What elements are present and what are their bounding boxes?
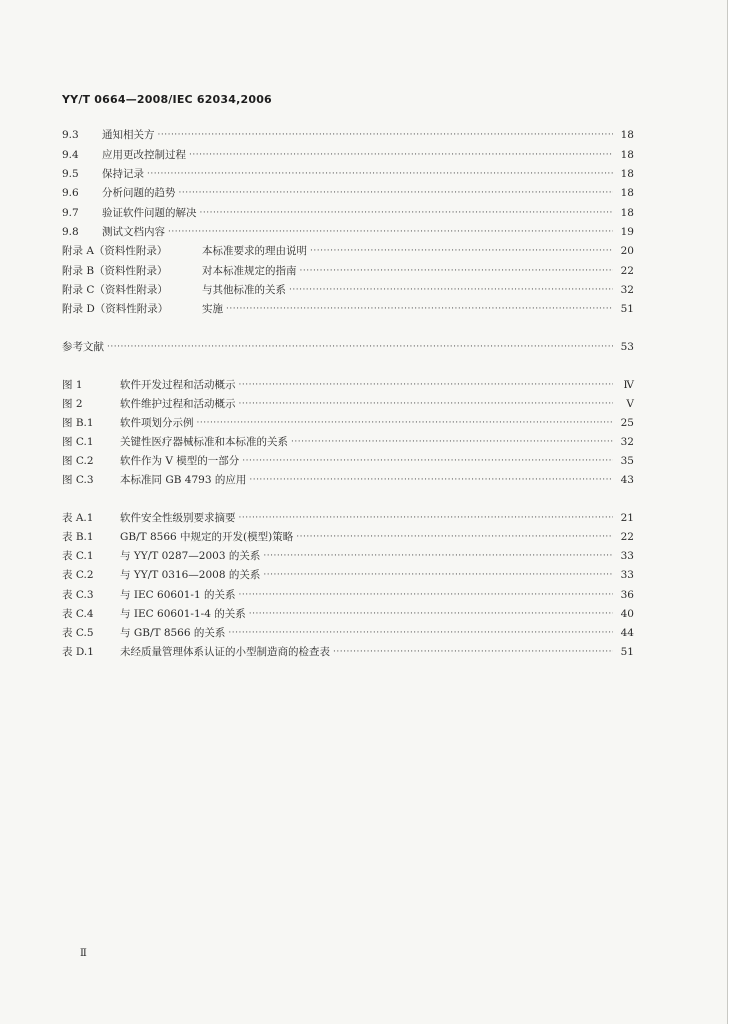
toc-number: 表 C.4 [62,608,94,620]
toc-page: 18 [620,149,634,161]
annex-label: 附录 D（资料性附录） [62,303,169,315]
toc-entry-figure [62,414,634,432]
toc-number: 图 B.1 [62,417,94,429]
toc-page: 18 [620,187,634,199]
toc-page: 44 [620,627,634,639]
dot-leader [107,338,613,356]
toc-page: 36 [620,589,634,601]
dot-leader [179,184,614,202]
toc-title: 实施 [202,303,223,315]
toc-page: Ⅴ [626,398,634,410]
toc-entry [62,126,634,144]
toc-number: 表 C.3 [62,589,94,601]
toc-entry [62,242,634,260]
toc-entry [62,184,634,202]
dot-leader [147,165,613,183]
toc-title: 与 YY/T 0287—2003 的关系 [120,550,261,562]
toc-page: 40 [620,608,634,620]
annex-label: 附录 C（资料性附录） [62,284,168,296]
toc-number: 9.5 [62,168,79,180]
toc-title: 对本标准规定的指南 [202,265,297,277]
toc-number: 表 C.2 [62,569,94,581]
page-header: YY/T 0664—2008/IEC 62034,2006 [62,93,272,106]
toc-number: 9.6 [62,187,79,199]
toc-number: 图 2 [62,398,83,410]
toc-number: 图 C.1 [62,436,94,448]
toc-page: 51 [620,646,634,658]
toc-title: 验证软件问题的解决 [102,207,197,219]
toc-number: 表 C.5 [62,627,94,639]
toc-page: 25 [620,417,634,429]
toc-page: 22 [620,531,634,543]
toc-entry [62,300,634,318]
toc-title: 本标准同 GB 4793 的应用 [120,474,247,486]
annex-label: 附录 B（资料性附录） [62,265,168,277]
toc-entry-table [62,566,634,584]
toc-page: 43 [620,474,634,486]
dot-leader [249,605,613,623]
toc-page: 18 [620,168,634,180]
toc-number: 9.4 [62,149,79,161]
dot-leader [333,643,613,661]
toc-entry-table [62,509,634,527]
dot-leader [263,547,613,565]
dot-leader [242,452,613,470]
page-number: Ⅱ [80,948,87,959]
toc-page: 18 [620,129,634,141]
toc-entry-figure [62,471,634,489]
toc-title: 分析问题的趋势 [102,187,176,199]
toc-page: 19 [620,226,634,238]
dot-leader [291,433,613,451]
dot-leader [189,146,613,164]
dot-leader [239,395,614,413]
toc-title: 软件开发过程和活动概示 [120,379,236,391]
toc-title: 软件作为 V 模型的一部分 [120,455,240,467]
toc-number: 图 1 [62,379,83,391]
dot-leader [239,376,614,394]
dot-leader [168,223,613,241]
toc-title: 关键性医疗器械标准和本标准的关系 [120,436,288,448]
toc-entry-figure [62,395,634,413]
toc-entry [62,204,634,222]
toc-number: 9.7 [62,207,79,219]
dot-leader [296,528,613,546]
dot-leader [263,566,613,584]
toc-entry-figure [62,433,634,451]
dot-leader [200,204,614,222]
toc-page: 21 [620,512,634,524]
toc-number: 表 C.1 [62,550,94,562]
toc-page: 51 [620,303,634,315]
toc-entry-table [62,605,634,623]
dot-leader [300,262,614,280]
dot-leader [249,471,613,489]
dot-leader [310,242,613,260]
toc-title: 软件项划分示例 [120,417,194,429]
dot-leader [197,414,614,432]
toc-page: 53 [620,341,634,353]
toc-title: 与 YY/T 0316—2008 的关系 [120,569,261,581]
dot-leader [239,509,614,527]
toc-entry-table [62,547,634,565]
dot-leader [289,281,613,299]
toc-entry-table [62,586,634,604]
toc-entry [62,223,634,241]
toc-title: 参考文献 [62,341,104,353]
toc-title: 与 IEC 60601-1-4 的关系 [120,608,246,620]
dot-leader [228,624,613,642]
toc-title: 通知相关方 [102,129,155,141]
toc-title: 与 IEC 60601-1 的关系 [120,589,236,601]
toc-page: 33 [620,550,634,562]
toc-title: 本标准要求的理由说明 [202,245,307,257]
toc-title: GB/T 8566 中规定的开发(模型)策略 [120,531,294,543]
toc-title: 应用更改控制过程 [102,149,186,161]
toc-entry-bibliography [62,338,634,356]
toc-entry-figure [62,376,634,394]
toc-number: 表 D.1 [62,646,94,658]
toc-title: 保持记录 [102,168,144,180]
toc-page: 32 [620,284,634,296]
toc-title: 与 GB/T 8566 的关系 [120,627,226,639]
toc-number: 图 C.2 [62,455,94,467]
toc-page: 33 [620,569,634,581]
toc-entry [62,146,634,164]
toc-title: 测试文档内容 [102,226,165,238]
toc-title: 与其他标准的关系 [202,284,286,296]
annex-label: 附录 A（资料性附录） [62,245,168,257]
toc-page: Ⅳ [623,379,634,391]
toc-page: 22 [620,265,634,277]
toc-title: 软件安全性级别要求摘要 [120,512,236,524]
toc-page: 32 [620,436,634,448]
toc-entry-table [62,624,634,642]
toc-number: 图 C.3 [62,474,94,486]
toc-entry-table [62,528,634,546]
toc-number: 表 B.1 [62,531,94,543]
toc-number: 表 A.1 [62,512,94,524]
toc-number: 9.8 [62,226,79,238]
toc-entry [62,262,634,280]
toc-title: 未经质量管理体系认证的小型制造商的检查表 [120,646,330,658]
toc-number: 9.3 [62,129,79,141]
toc-title: 软件维护过程和活动概示 [120,398,236,410]
toc-page: 18 [620,207,634,219]
dot-leader [158,126,614,144]
toc-entry-figure [62,452,634,470]
dot-leader [226,300,613,318]
toc-entry-table [62,643,634,661]
dot-leader [239,586,614,604]
page-edge [727,0,745,1024]
toc-entry [62,281,634,299]
toc-page: 35 [620,455,634,467]
toc-entry [62,165,634,183]
toc-page: 20 [620,245,634,257]
